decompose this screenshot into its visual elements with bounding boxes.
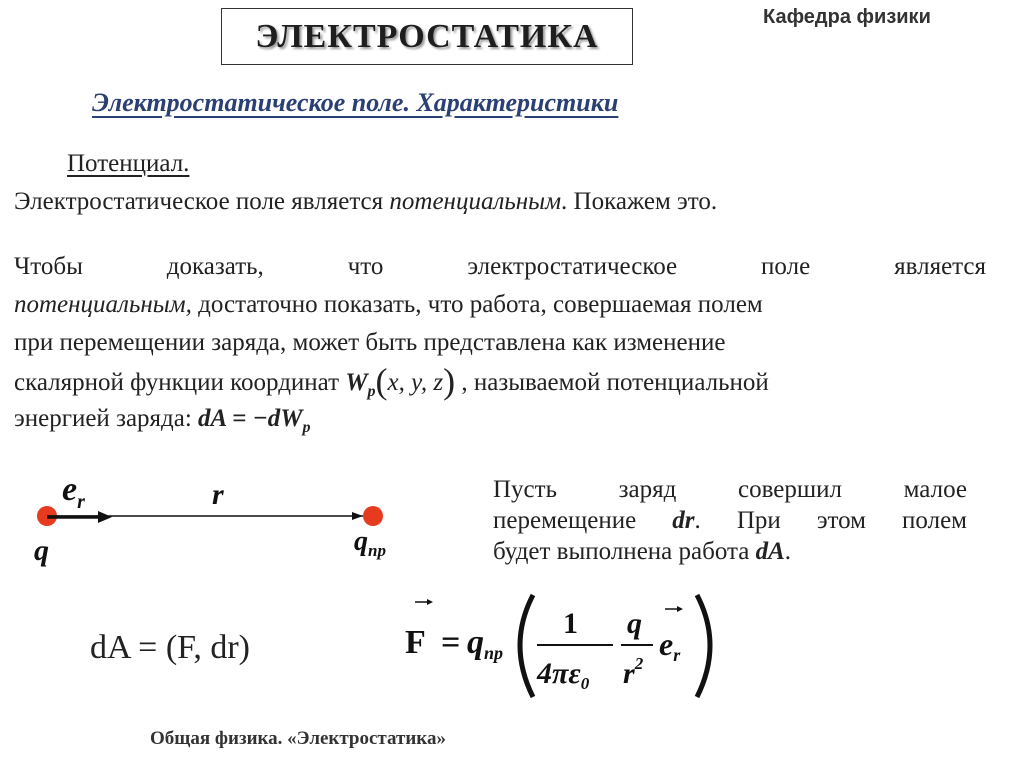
paragraph-row-2-italic: потенциальным, <box>14 291 192 318</box>
paragraph-row-2 <box>14 286 986 324</box>
charge-qpr-dot <box>363 506 383 526</box>
intro-after: . Покажем это. <box>561 188 718 215</box>
main-paragraph <box>14 248 986 438</box>
fraction-numerator: 1 <box>563 607 578 640</box>
distance-label: r <box>212 478 224 511</box>
paragraph-row-4-start: скалярной функции координат <box>14 369 346 396</box>
unit-vector-sub: r <box>77 491 85 513</box>
svg-text:=: = <box>441 624 461 661</box>
paragraph-row-3: при перемещении заряда, может быть представлена как изменение <box>14 329 726 356</box>
fraction2-denominator-sup: 2 <box>634 654 644 673</box>
charge-qpr-label: q <box>354 526 368 557</box>
formula-wp: $W_p$ <box>345 369 376 400</box>
svg-text:er <box>62 471 85 513</box>
side-dr: dr <box>672 507 695 534</box>
department-label: Кафедра физики <box>763 6 931 28</box>
side-row-3: будет выполнена работа dA. <box>493 538 792 565</box>
fraction-denominator: 4πε <box>537 657 581 690</box>
paragraph-row-1: Чтобы доказать, что электростатическое поле является <box>14 253 986 280</box>
left-paren <box>520 595 533 697</box>
section-subtitle: Электростатическое поле. Характеристики <box>92 88 619 117</box>
paragraph-row-4-end: , называемой потенциальной <box>455 369 769 396</box>
force-lhs: F <box>405 624 426 661</box>
fraction2-numerator: q <box>627 607 642 640</box>
work-formula-text: dA = (F, dr) <box>90 629 251 666</box>
unit-vector-label: e <box>62 471 78 508</box>
intro-italic: потенциальным <box>389 188 562 215</box>
force-unit-vector: e <box>659 626 674 662</box>
svg-text:qпр <box>467 624 503 663</box>
formula-wp-args: x, y, z <box>387 369 444 396</box>
charge-qpr-sub: пр <box>368 541 386 560</box>
side-row-1: Пусть заряд совершил малое <box>493 476 967 503</box>
footer-text: Общая физика. «Электростатика» <box>150 728 446 749</box>
force-q: q <box>467 624 484 661</box>
side-paragraph <box>493 474 967 567</box>
svg-text:qпр <box>354 526 386 560</box>
charge-diagram <box>0 460 480 580</box>
svg-text:er <box>659 626 681 665</box>
side-da: dA <box>755 538 785 565</box>
svg-text:r2 <box>623 654 644 690</box>
paragraph-row-5-start: энергией заряда: <box>14 405 199 432</box>
intro-before: Электростатическое поле является <box>14 188 390 215</box>
charge-q-label: q <box>34 534 49 567</box>
intro-line <box>14 188 717 216</box>
fraction2-denominator: r <box>623 657 635 690</box>
section-heading: Потенциал. <box>67 150 190 177</box>
force-unit-vector-sub: r <box>673 645 681 665</box>
side-row-2: перемещение dr. При этом полем <box>493 507 967 534</box>
distance-arrowhead <box>352 512 363 520</box>
svg-text:4πε0 <box>536 657 590 693</box>
fraction-denominator-sub: 0 <box>580 674 590 693</box>
page-title: ЭЛЕКТРОСТАТИКА <box>221 8 633 65</box>
force-q-sub: пр <box>484 643 504 663</box>
force-vector-arrow <box>427 599 433 605</box>
paragraph-row-4: скалярной функции координат $W_p(x$, y, z) , называемой потенциальной <box>14 361 769 401</box>
unit-vector-arrowhead <box>98 511 112 523</box>
force-formula <box>395 585 725 710</box>
paragraph-row-2-rest: достаточно показать, что работа, совершаемая полем <box>191 291 763 318</box>
right-paren <box>697 595 710 697</box>
unit-vector-arrow <box>677 606 683 612</box>
work-formula <box>80 610 300 680</box>
paragraph-row-5 <box>14 400 986 438</box>
formula-da-dwp: dA = $-dW_p$ <box>198 405 311 436</box>
